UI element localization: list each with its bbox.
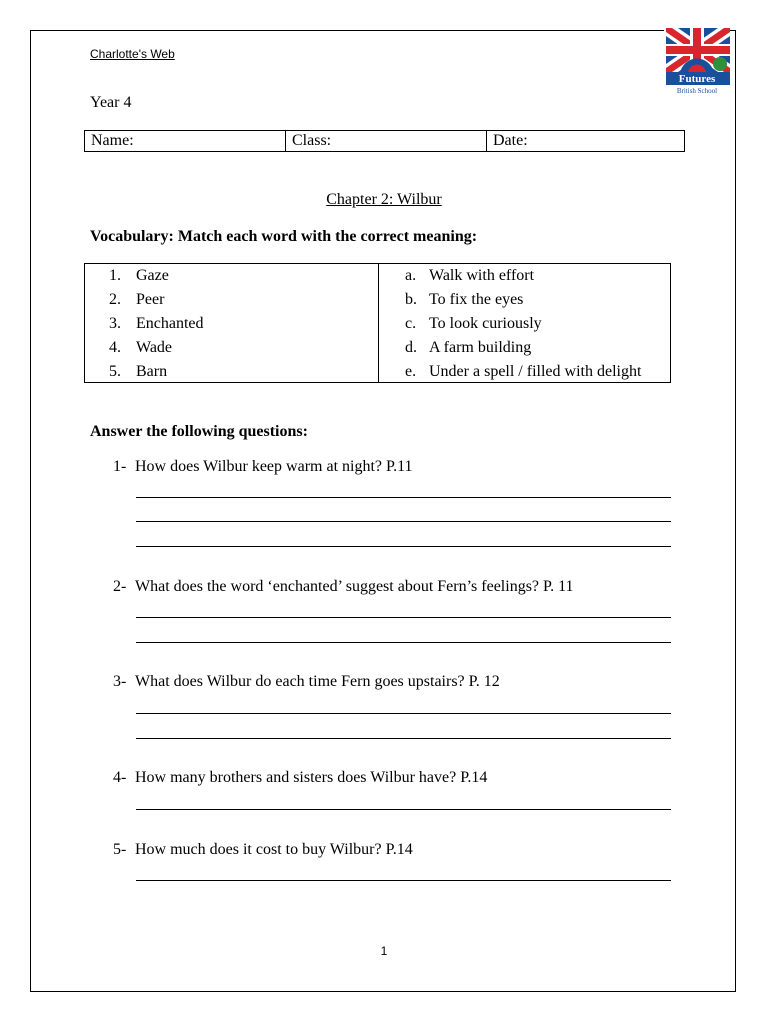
- answer-line[interactable]: [136, 880, 671, 881]
- vocabulary-meaning: [405, 336, 641, 360]
- vocabulary-word: [109, 336, 204, 360]
- question-2: [113, 578, 574, 596]
- meaning-letter: a.: [405, 267, 417, 284]
- word-number: 5.: [109, 363, 121, 380]
- word-text: Peer: [136, 291, 165, 308]
- answer-line[interactable]: [136, 497, 671, 498]
- answer-line[interactable]: [136, 521, 671, 522]
- meaning-text: A farm building: [429, 339, 532, 356]
- question-number: 1-: [113, 458, 127, 475]
- vocabulary-divider: [378, 264, 379, 382]
- vocabulary-meaning: [405, 312, 641, 336]
- question-number: 5-: [113, 841, 127, 858]
- vocabulary-words: [109, 264, 204, 384]
- name-field[interactable]: Name:: [85, 131, 286, 152]
- vocabulary-meaning: [405, 360, 641, 384]
- vocabulary-word: [109, 312, 204, 336]
- meaning-text: Walk with effort: [429, 267, 535, 284]
- question-text: How much does it cost to buy Wilbur? P.14: [135, 841, 413, 858]
- school-logo: [664, 28, 730, 96]
- vocabulary-meaning: [405, 264, 641, 288]
- vocabulary-word: [109, 288, 204, 312]
- word-text: Wade: [136, 339, 173, 356]
- word-number: 1.: [109, 267, 121, 284]
- student-info-table: [84, 130, 685, 152]
- answer-line[interactable]: [136, 809, 671, 810]
- vocabulary-table: [84, 263, 671, 383]
- chapter-title: Chapter 2: Wilbur: [326, 191, 442, 208]
- question-number: 3-: [113, 673, 127, 690]
- answer-line[interactable]: [136, 617, 671, 618]
- vocabulary-meanings: [405, 264, 641, 384]
- word-text: Enchanted: [136, 315, 204, 332]
- question-text: How many brothers and sisters does Wilbur have? P.14: [135, 769, 488, 786]
- word-text: Barn: [136, 363, 168, 380]
- answer-line[interactable]: [136, 546, 671, 547]
- question-3: [113, 673, 500, 691]
- question-1: [113, 458, 413, 476]
- year-label: Year 4: [90, 94, 132, 111]
- question-5: [113, 841, 413, 859]
- page-number: 1: [380, 944, 388, 958]
- question-text: How does Wilbur keep warm at night? P.11: [135, 458, 413, 475]
- answer-line[interactable]: [136, 642, 671, 643]
- word-number: 2.: [109, 291, 121, 308]
- date-field[interactable]: Date:: [487, 131, 685, 152]
- meaning-letter: c.: [405, 315, 417, 332]
- vocabulary-meaning: [405, 288, 641, 312]
- answer-line[interactable]: [136, 713, 671, 714]
- word-text: Gaze: [136, 267, 169, 284]
- question-4: [113, 769, 487, 787]
- meaning-letter: d.: [405, 339, 417, 356]
- vocabulary-word: [109, 360, 204, 384]
- logo-name: Futures: [678, 73, 716, 85]
- meaning-text: Under a spell / filled with delight: [429, 363, 642, 380]
- logo-subtitle: British School: [676, 87, 718, 95]
- answer-line[interactable]: [136, 738, 671, 739]
- header-title: Charlotte's Web: [90, 47, 175, 61]
- meaning-letter: b.: [405, 291, 417, 308]
- question-text: What does the word ‘enchanted’ suggest about Fern’s feelings? P. 11: [135, 578, 574, 595]
- meaning-text: To fix the eyes: [429, 291, 524, 308]
- class-field[interactable]: Class:: [286, 131, 487, 152]
- vocabulary-heading: Vocabulary: Match each word with the correct meaning:: [90, 228, 478, 245]
- question-number: 4-: [113, 769, 127, 786]
- word-number: 4.: [109, 339, 121, 356]
- question-number: 2-: [113, 578, 127, 595]
- questions-heading: Answer the following questions:: [90, 423, 308, 440]
- vocabulary-word: [109, 264, 204, 288]
- meaning-letter: e.: [405, 363, 417, 380]
- meaning-text: To look curiously: [429, 315, 542, 332]
- question-text: What does Wilbur do each time Fern goes upstairs? P. 12: [135, 673, 500, 690]
- word-number: 3.: [109, 315, 121, 332]
